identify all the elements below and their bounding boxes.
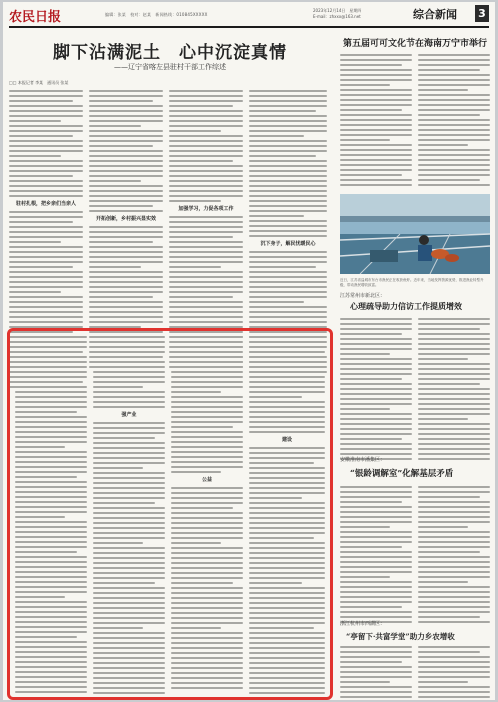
fish-harvest-photo [340,194,490,274]
right-headline-2: 心理疏导助力信访工作提质增效 [350,302,462,311]
main-headline: 脚下沾满泥土 心中沉淀真情 [53,43,287,63]
newspaper-logo: 农民日报 [9,10,62,25]
section-subhead: 加强学习，力促各项工作 [178,206,234,212]
text-column [340,646,412,700]
photo-caption: 近日，江苏省盐城市东台市渔民正在收获鱼虾。近年来，当地发挥资源优势，推进渔业转型升级，带动渔民增收致富。 [340,278,484,287]
masthead-rule [9,26,489,28]
right-headline-1: 第五届可可文化节在海南万宁市举行 [342,39,487,49]
text-column [418,486,490,626]
text-column [418,54,490,189]
section-subhead: 强产业 [121,412,137,418]
section-subhead: 开拓创新，乡村振兴显实效 [95,216,156,222]
contact-email: E-mail：zhxxx@163.net [313,14,361,19]
text-column [418,318,490,463]
item-kicker: 江苏常州市新北区： [340,293,386,299]
news-item [340,620,490,642]
byline: □□ 本报记者 李某 通讯员 张某 [9,80,69,85]
masthead [9,6,489,24]
newspaper-page [3,2,495,700]
text-column [340,318,412,463]
section-subhead: 沉下身子，解民忧暖民心 [260,241,316,247]
section-subhead: 公益 [201,477,212,483]
editor-info: 编辑：张某 校对：赵某 新闻热线：010845XXXXX [105,12,208,17]
right-headline-4: “亭留下·共富学堂”助力乡农增收 [346,632,455,641]
news-item [340,292,490,318]
right-headline-3: “银龄调解室”化解基层矛盾 [350,469,454,479]
news-item [340,456,490,479]
main-subheadline: ——辽宁省喀左县驻村干部工作综述 [114,63,226,71]
section-subhead: 建设 [281,437,292,443]
item-kicker: 安徽淮南市潘集区： [340,457,386,463]
page-number: 3 [475,5,489,22]
text-column [340,486,412,626]
highlight-frame [7,328,333,700]
text-column [418,646,490,700]
issue-date: 2023年12月14日 星期四 [313,8,362,13]
item-kicker: 浙江杭州市西湖区： [340,621,386,627]
section-subhead: 驻村扎根，把乡亲们当亲人 [15,201,76,207]
section-name: 综合新闻 [413,8,457,21]
text-column [340,54,412,189]
